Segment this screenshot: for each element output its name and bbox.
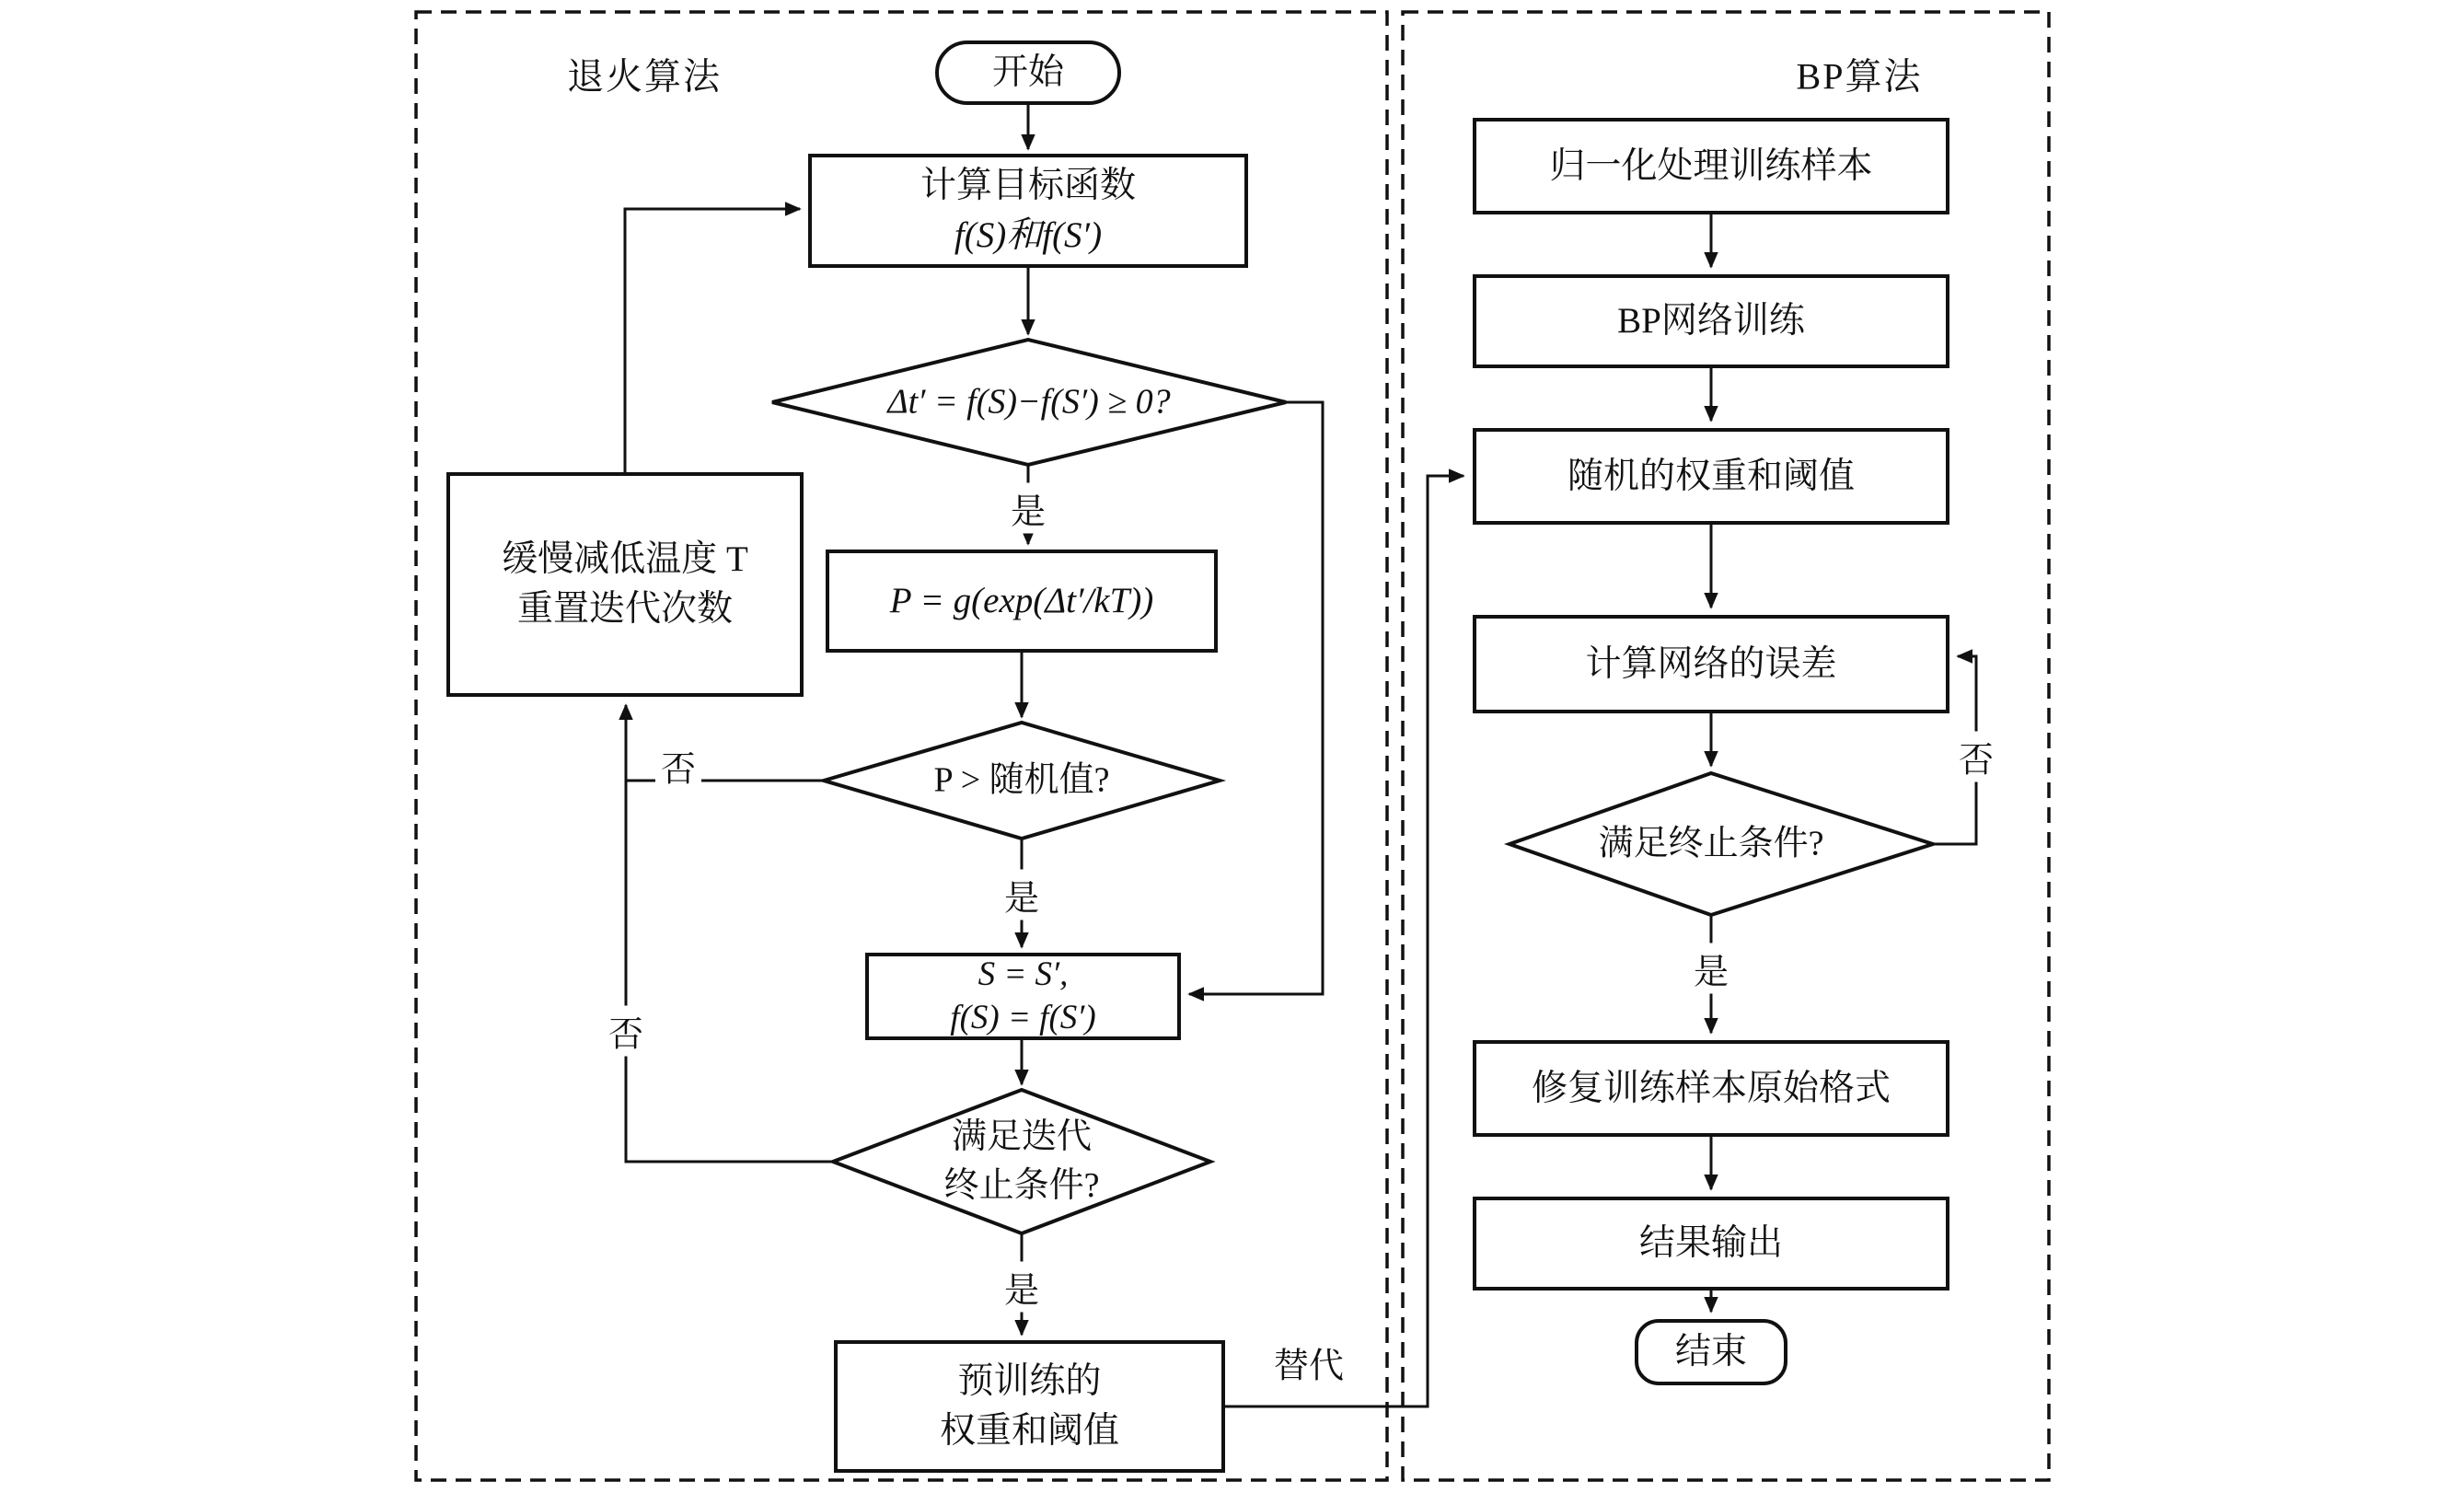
stop-no-label: 否 <box>1953 732 1999 782</box>
delta-decision-text: Δt′ = f(S)−f(S′) ≥ 0? <box>887 382 1171 422</box>
prob-formula-box <box>826 550 1218 653</box>
delta-yes-label: 是 <box>1005 483 1051 534</box>
calc-objective-line2: f(S)和f(S′) <box>954 215 1103 255</box>
edge-delta-bypass-to-accept <box>1189 402 1323 994</box>
start-terminator <box>935 41 1121 105</box>
iter-decision-text <box>944 1113 1100 1210</box>
replace-label: 替代 <box>1268 1337 1349 1388</box>
calc-objective-line1: 计算目标函数 <box>920 166 1136 206</box>
output-text: 结果输出 <box>1638 1223 1783 1264</box>
cooldown-line2: 重置迭代次数 <box>516 589 733 629</box>
annealing-panel-title: 退火算法 <box>567 55 722 98</box>
iter-decision-line1: 满足迭代 <box>951 1117 1092 1156</box>
start-label: 开始 <box>991 52 1064 93</box>
iter-decision-line2: 终止条件? <box>943 1166 1100 1205</box>
pretrained-line1: 预训练的 <box>957 1361 1102 1402</box>
prob-yes-label: 是 <box>999 870 1045 920</box>
pretrained-line2: 权重和阈值 <box>939 1411 1119 1451</box>
bp-train-box <box>1473 274 1949 368</box>
accept-line2: f(S) = f(S′) <box>950 998 1096 1036</box>
iter-no-label: 否 <box>603 1006 649 1057</box>
end-terminator <box>1635 1319 1787 1385</box>
calc-error-box <box>1473 615 1949 713</box>
prob-no-label: 否 <box>655 741 701 792</box>
calc-objective-box <box>808 154 1248 268</box>
restore-box <box>1473 1040 1949 1137</box>
stop-decision-text: 满足终止条件? <box>1598 824 1824 863</box>
stop-yes-label: 是 <box>1688 943 1734 994</box>
accept-line1: S = S′, <box>978 955 1069 994</box>
pretrained-box <box>834 1340 1225 1473</box>
output-box <box>1473 1197 1949 1290</box>
accept-box <box>865 953 1181 1040</box>
normalize-text: 归一化处理训练样本 <box>1549 145 1873 186</box>
cooldown-line1: 缓慢减低温度 T <box>502 539 748 580</box>
cooldown-box <box>446 472 804 697</box>
edge-cooldown-to-calc <box>625 209 800 472</box>
random-weights-text: 随机的权重和阈值 <box>1567 456 1855 496</box>
bp-panel-title: BP算法 <box>1796 55 1923 98</box>
restore-text: 修复训练样本原始格式 <box>1531 1068 1891 1108</box>
prob-formula-text: P = g(exp(Δt′/kT)) <box>889 581 1154 621</box>
iter-yes-label: 是 <box>999 1262 1045 1313</box>
calc-error-text: 计算网络的误差 <box>1585 643 1837 684</box>
random-weights-box <box>1473 428 1949 525</box>
end-label: 结束 <box>1674 1332 1747 1372</box>
bp-train-text: BP网络训练 <box>1617 301 1805 341</box>
normalize-box <box>1473 118 1949 214</box>
edge-replace-pretrained-to-random-weights <box>1225 476 1463 1406</box>
prob-decision-text: P > 随机值? <box>933 760 1110 800</box>
